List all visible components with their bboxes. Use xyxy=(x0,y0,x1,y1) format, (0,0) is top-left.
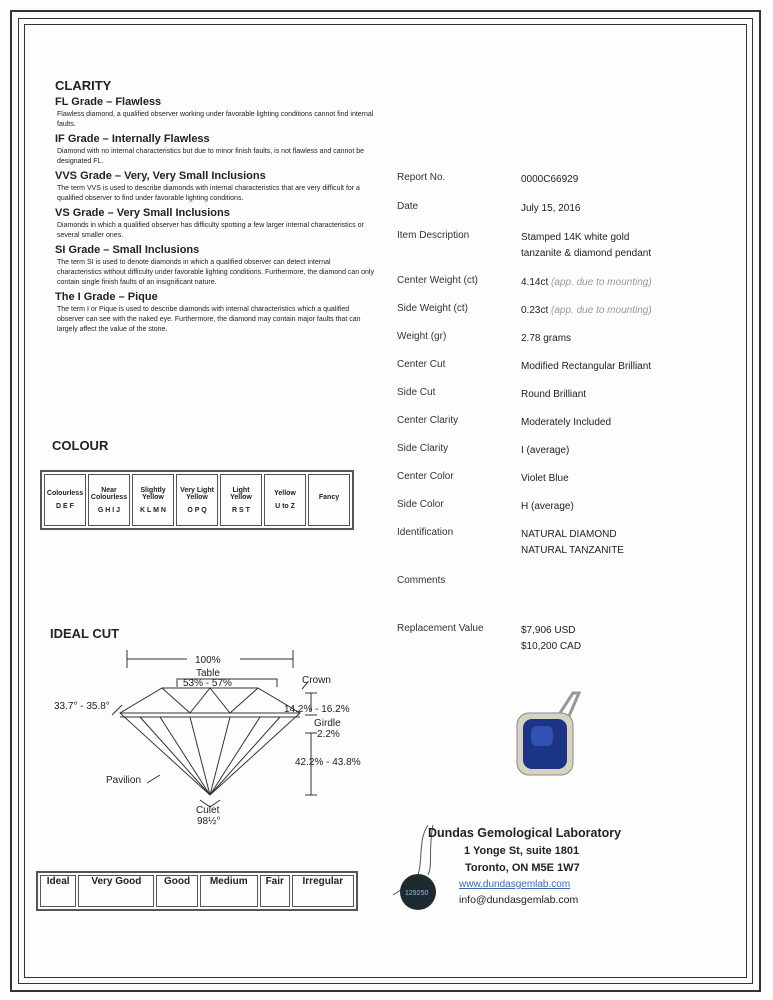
culet-value: 98½° xyxy=(197,816,221,827)
report-label: Replacement Value xyxy=(397,623,484,634)
report-value-text: Stamped 14K white gold tanzanite & diamond pendant xyxy=(521,232,652,259)
colour-grade-cell xyxy=(132,474,174,526)
pendant-photo xyxy=(505,688,585,788)
report-value xyxy=(521,275,671,291)
report-value xyxy=(521,387,671,403)
cut-grade-cell: Ideal xyxy=(40,875,76,907)
report-value-text-2: $10,200 CAD xyxy=(521,641,582,652)
cut-grade-cell: Medium xyxy=(200,875,258,907)
report-value xyxy=(521,230,671,262)
report-value-text: Modified Rectangular Brilliant xyxy=(521,361,652,372)
ideal-cut-diagram xyxy=(40,645,370,830)
table-range-label: 53% - 57% xyxy=(183,678,232,689)
report-label: Side Color xyxy=(397,499,444,510)
crown-angle-label: 33.7° - 35.8° xyxy=(54,701,110,712)
report-value-text: 4.14ct xyxy=(521,277,549,288)
girdle-value: 2.2% xyxy=(317,729,340,740)
colour-name: Yellow xyxy=(274,490,296,497)
report-label: Side Weight (ct) xyxy=(397,303,468,314)
clarity-grade-heading: The I Grade – Pique xyxy=(55,291,158,303)
report-value-text: July 15, 2016 xyxy=(521,203,581,214)
report-label: Item Description xyxy=(397,230,470,241)
clarity-section xyxy=(55,78,375,335)
report-value-text-2: NATURAL TANZANITE xyxy=(521,545,624,556)
colour-name: Slightly Yellow xyxy=(140,486,166,501)
report-value xyxy=(521,443,671,459)
pavilion-label: Pavilion xyxy=(106,775,142,786)
report-label: Center Color xyxy=(397,471,454,482)
colour-letters: R S T xyxy=(232,506,250,514)
clarity-grade-heading: SI Grade – Small Inclusions xyxy=(55,244,200,256)
colour-name: Very Light Yellow xyxy=(180,486,214,501)
colour-scale-table xyxy=(40,470,354,530)
lab-city: Toronto, ON M5E 1W7 xyxy=(465,862,580,874)
report-value xyxy=(521,172,671,188)
report-label: Side Cut xyxy=(397,387,436,398)
colour-name: Colourless xyxy=(46,490,84,497)
clarity-grade-heading: FL Grade – Flawless xyxy=(55,96,162,108)
cut-grade-cell: Very Good xyxy=(78,875,154,907)
report-value-text: 0.23ct xyxy=(521,305,549,316)
report-value xyxy=(521,331,671,347)
clarity-grade-description: The term I or Pique is used to describe diamonds with internal characteristics which a qualified observer can see with the naked eye. Furthermore, the diamond may contain major faults that can largely affect the value of the stone. xyxy=(57,306,361,333)
report-value xyxy=(521,303,671,319)
report-value xyxy=(521,359,671,375)
colour-grade-cell xyxy=(220,474,262,526)
cut-grade-cell: Fair xyxy=(260,875,290,907)
report-label: Weight (gr) xyxy=(397,331,447,342)
report-label: Identification xyxy=(397,527,454,538)
lab-email: info@dundasgemlab.com xyxy=(459,894,579,906)
report-value-text: 0000C66929 xyxy=(521,174,579,185)
colour-letters: G H I J xyxy=(97,506,121,514)
clarity-grade-description: Diamond with no internal characteristics but due to minor finish faults, is not flawless and cannot be designated FL. xyxy=(57,148,364,165)
colour-name: Light Yellow xyxy=(230,486,252,501)
cut-grade-cell: Irregular xyxy=(292,875,354,907)
report-label: Center Clarity xyxy=(397,415,459,426)
clarity-grade-description: Flawless diamond, a qualified observer working under favorable lighting conditions cannot find internal faults. xyxy=(57,111,374,128)
clarity-grade-heading: VS Grade – Very Small Inclusions xyxy=(55,207,230,219)
crown-label: Crown xyxy=(302,675,331,686)
clarity-grade-description: The term VVS is used to describe diamonds with internal characteristics that are very difficult for a qualified observer to find under favorable lighting conditions. xyxy=(57,185,360,202)
report-value-text: I (average) xyxy=(521,445,570,456)
cut-grade-cell: Good xyxy=(156,875,197,907)
table-label: Table xyxy=(196,668,220,679)
colour-grade-cell xyxy=(264,474,306,526)
seal-number: 129250 xyxy=(405,890,429,897)
report-value-text: H (average) xyxy=(521,501,574,512)
report-label: Center Weight (ct) xyxy=(397,275,478,286)
report-value-text: Violet Blue xyxy=(521,473,569,484)
report-label: Center Cut xyxy=(397,359,446,370)
colour-letters: O P Q xyxy=(187,506,207,514)
report-value-note: (app. due to mounting) xyxy=(551,277,652,288)
report-label: Comments xyxy=(397,575,446,586)
colour-grade-cell xyxy=(88,474,130,526)
cut-grade-table xyxy=(36,871,358,911)
report-value-text: Round Brilliant xyxy=(521,389,587,400)
report-value-text: Moderately Included xyxy=(521,417,612,428)
culet-label: Culet xyxy=(196,805,220,816)
report-label: Side Clarity xyxy=(397,443,449,454)
report-value xyxy=(521,415,671,431)
colour-name: Near Colourless xyxy=(90,486,128,501)
report-value xyxy=(521,201,671,217)
ideal-cut-title: IDEAL CUT xyxy=(50,626,120,641)
report-label: Date xyxy=(397,201,419,212)
crown-height-label: 14.2% - 16.2% xyxy=(284,704,350,715)
colour-name: Fancy xyxy=(318,493,340,501)
lab-name: Dundas Gemological Laboratory xyxy=(428,826,622,840)
report-value-note: (app. due to mounting) xyxy=(551,305,652,316)
colour-letters: K L M N xyxy=(140,506,166,514)
clarity-grade-heading: IF Grade – Internally Flawless xyxy=(55,133,210,145)
colour-letters: U to Z xyxy=(275,503,295,510)
report-label: Report No. xyxy=(397,172,446,183)
report-value-text: 2.78 grams xyxy=(521,333,572,344)
colour-title: COLOUR xyxy=(52,438,109,453)
total-width-label: 100% xyxy=(195,655,221,666)
girdle-label: Girdle xyxy=(314,718,341,729)
colour-grade-cell xyxy=(44,474,86,526)
colour-grade-cell xyxy=(176,474,218,526)
clarity-grade-heading: VVS Grade – Very, Very Small Inclusions xyxy=(55,170,266,182)
report-value-text: $7,906 USD xyxy=(521,625,576,636)
colour-grade-cell xyxy=(308,474,350,526)
lab-website-link[interactable]: www.dundasgemlab.com xyxy=(459,879,571,890)
pavilion-depth-label: 42.2% - 43.8% xyxy=(295,757,361,768)
clarity-grade-description: Diamonds in which a qualified observer has difficulty spotting a few larger internal characteristics or several smaller ones. xyxy=(57,222,364,239)
report-value xyxy=(521,499,671,515)
clarity-title: CLARITY xyxy=(55,78,112,93)
report-value xyxy=(521,623,671,655)
colour-letters: D E F xyxy=(56,503,74,510)
report-value xyxy=(521,471,671,487)
report-value-text: NATURAL DIAMOND xyxy=(521,529,617,540)
report-value xyxy=(521,527,671,559)
clarity-grade-description: The term SI is used to denote diamonds in which a qualified observer can detect internal characteristics without difficulty under favorable lighting conditions. Furthermore, the diamond can only contain single finish faults of an insignificant nature. xyxy=(57,259,374,286)
lab-address: 1 Yonge St, suite 1801 xyxy=(464,845,580,857)
